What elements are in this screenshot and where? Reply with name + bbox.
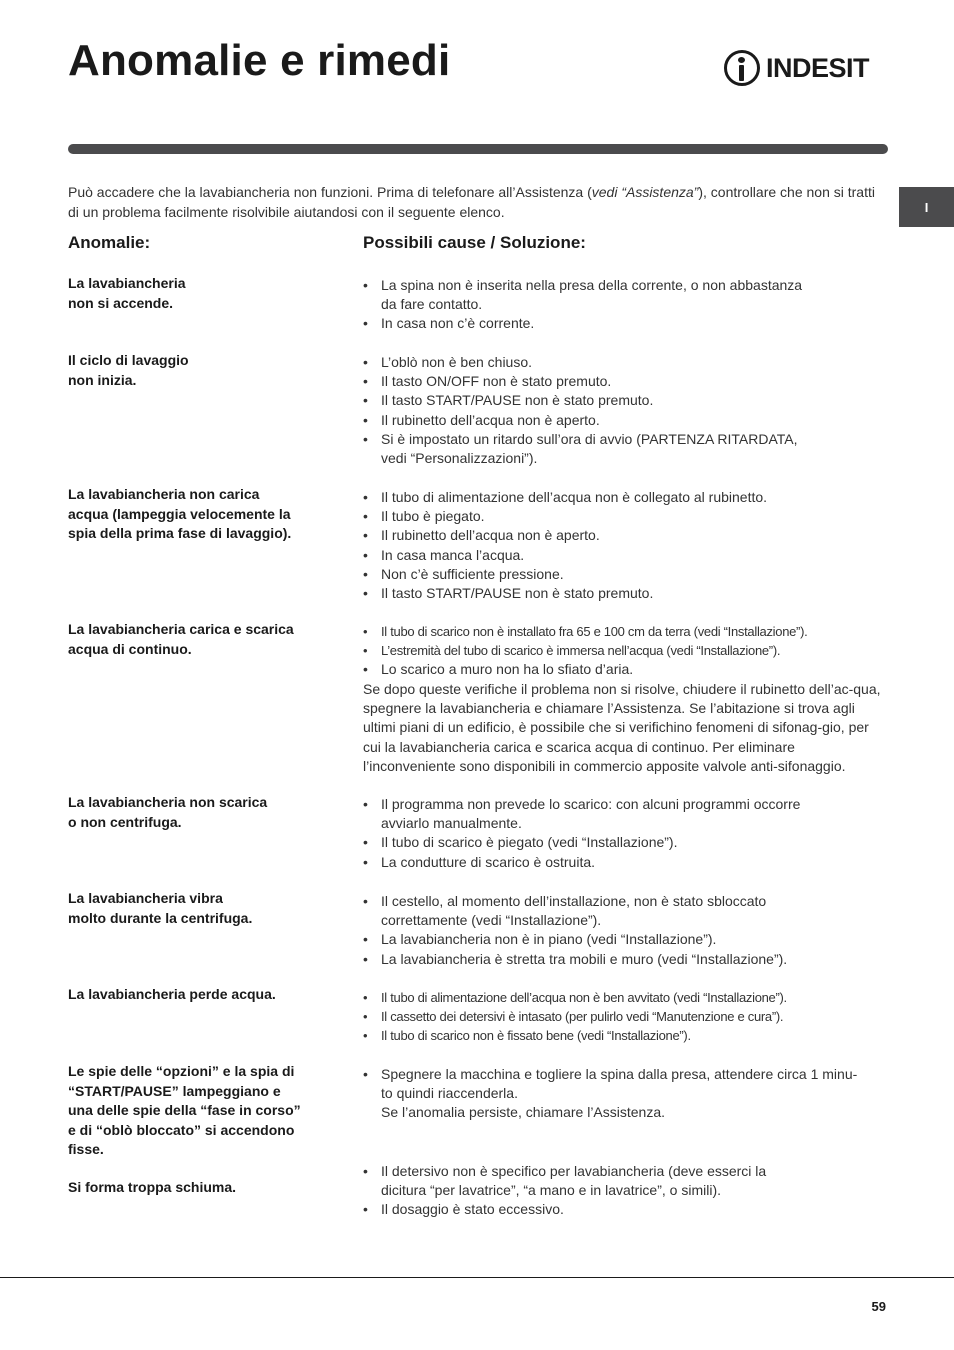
bullet-icon: • (363, 624, 368, 639)
cause-item: • In casa manca l’acqua. (363, 546, 888, 565)
bullet-icon: • (363, 508, 368, 525)
cause-item: • Il tubo di alimentazione dell’acqua non è collegato al rubinetto. (363, 488, 888, 507)
bullet-icon: • (363, 796, 368, 812)
bullet-icon: • (363, 1028, 368, 1044)
cause-item: • Si è impostato un ritardo sull’ora di avvio (PARTENZA RITARDATA, vedi “Personalizzazioni”). (363, 430, 798, 467)
indesit-i-logo-icon (724, 50, 760, 86)
bullet-icon: • (363, 430, 368, 447)
cause-item: • Lo scarico a muro non ha lo sfiato d’aria. (363, 660, 888, 679)
anomaly-label: Le spie delle “opzioni” e la spia di “START/PAUSE” lampeggiano e una delle spie della “fase in corso” e di “oblò bloccato” si accendono fisse. (68, 1063, 301, 1157)
bullet-icon: • (363, 527, 368, 544)
cause-item: • Il tubo di alimentazione dell’acqua non è ben avvitato (vedi “Installazione”). (363, 988, 888, 1007)
footer-rule (0, 1277, 954, 1278)
bullet-icon: • (363, 1163, 368, 1179)
cause-item: • Il tubo è piegato. (363, 507, 888, 526)
bullet-icon: • (363, 834, 368, 851)
cause-item: • Il dosaggio è stato eccessivo. (363, 1200, 888, 1219)
cause-list (363, 795, 888, 872)
bullet-icon: • (363, 585, 368, 602)
intro-reference: vedi “Assistenza” (591, 184, 699, 200)
header-divider-bar (68, 144, 888, 154)
bullet-icon: • (363, 373, 368, 390)
cause-item: • La lavabiancheria non è in piano (vedi “Installazione”). (363, 930, 888, 949)
cause-item: • Il rubinetto dell’acqua non è aperto. (363, 526, 888, 545)
cause-item: • Il tasto ON/OFF non è stato premuto. (363, 372, 888, 391)
cause-item: • Spegnere la macchina e togliere la spina dalla presa, attendere circa 1 minu- to quindi riaccenderla. Se l’anomalia persiste, chiamare l’Assistenza. (363, 1066, 858, 1121)
cause-item: • Il programma non prevede lo scarico: con alcuni programmi occorre avviarlo manualmente. (363, 796, 801, 832)
cause-list (363, 988, 888, 1046)
bullet-icon: • (363, 990, 368, 1005)
brand-wordmark: INDESIT (766, 52, 870, 83)
bullet-icon: • (363, 277, 368, 293)
anomaly-label: Il ciclo di lavaggio non inizia. (68, 352, 189, 388)
bullet-icon: • (363, 853, 368, 870)
cause-item: • La spina non è inserita nella presa della corrente, o non abbastanza da fare contatto. (363, 277, 803, 313)
bullet-icon: • (363, 565, 368, 582)
cause-item: • L’estremità del tubo di scarico è immersa nell’acqua (vedi “Installazione”). (363, 641, 888, 660)
cause-item: • Il rubinetto dell’acqua non è aperto. (363, 411, 888, 430)
anomalies-column-heading: Anomalie: (68, 233, 151, 252)
siphoning-note: Se dopo queste verifiche il problema non si risolve, chiudere il rubinetto dell’ac-qua, spegnere la lavabiancheria e chiamare l’Assistenza. Se l’abitazione si trova agli ultimi piani di un edificio, è possibile che si verifichino fenomeni di sifonag-gio, per cui la lavabiancheria carica e scarica acqua di continuo. Per eliminare l’inconveniente sono disponibili in commercio apposite valvole anti-sifonaggio. (363, 681, 881, 774)
bullet-icon: • (363, 354, 368, 370)
cause-item: • Il tasto START/PAUSE non è stato premuto. (363, 584, 888, 603)
bullet-icon: • (363, 893, 368, 909)
bullet-icon: • (363, 931, 368, 948)
cause-item: • Il tubo di scarico non è installato fra 65 e 100 cm da terra (vedi “Installazione”). (363, 622, 888, 641)
bullet-icon: • (363, 315, 368, 332)
bullet-icon: • (363, 411, 368, 428)
cause-list (363, 892, 888, 969)
cause-item: • Il tubo di scarico non è fissato bene (vedi “Installazione”). (363, 1026, 888, 1045)
cause-item: • Il detersivo non è specifico per lavabiancheria (deve esserci la dicitura “per lavatrice”, “a mano e in lavatrice”, o simili). (363, 1163, 767, 1199)
page-title: Anomalie e rimedi (68, 36, 451, 85)
bullet-icon: • (363, 546, 368, 563)
cause-item: • In casa non c’è corrente. (363, 314, 888, 333)
cause-list (363, 276, 888, 334)
cause-item: • La condutture di scarico è ostruita. (363, 853, 888, 872)
anomaly-label: Si forma troppa schiuma. (68, 1179, 237, 1195)
cause-list (363, 488, 888, 603)
bullet-icon: • (363, 643, 368, 659)
cause-item: • Il cassetto dei detersivi è intasato (per pulirlo vedi “Manutenzione e cura”). (363, 1007, 888, 1026)
indesit-logo (724, 48, 869, 88)
cause-item: • Non c’è sufficiente pressione. (363, 565, 888, 584)
cause-item: • L’oblò non è ben chiuso. (363, 353, 888, 372)
anomaly-label: La lavabiancheria perde acqua. (68, 986, 276, 1002)
cause-list (363, 1065, 888, 1123)
cause-list (363, 353, 888, 468)
bullet-icon: • (363, 1201, 368, 1218)
bullet-icon: • (363, 1009, 368, 1025)
language-tab: I (899, 187, 954, 227)
bullet-icon: • (363, 1066, 368, 1082)
anomaly-label: La lavabiancheria non scarica o non centrifuga. (68, 794, 268, 830)
cause-item: • La lavabiancheria è stretta tra mobili e muro (vedi “Installazione”). (363, 950, 888, 969)
cause-item: • Il tubo di scarico è piegato (vedi “Installazione”). (363, 833, 888, 852)
intro-text-after: ), controllare che non si tratti di un problema facilmente risolvibile aiutandosi con il seguente elenco. (68, 184, 875, 220)
anomaly-label: La lavabiancheria non carica acqua (lampeggia velocemente la spia della prima fase di lavaggio). (68, 486, 292, 541)
anomaly-label: La lavabiancheria carica e scarica acqua di continuo. (68, 621, 294, 657)
intro-text-before: Può accadere che la lavabiancheria non funzioni. Prima di telefonare all’Assistenza ( (68, 184, 592, 200)
anomaly-label: La lavabiancheria vibra molto durante la centrifuga. (68, 890, 253, 926)
cause-item: • Il tasto START/PAUSE non è stato premuto. (363, 391, 888, 410)
cause-item: • Il cestello, al momento dell’installazione, non è stato sbloccato correttamente (vedi “Installazione”). (363, 893, 767, 929)
intro-paragraph (68, 183, 888, 222)
bullet-icon: • (363, 489, 368, 505)
anomaly-label: La lavabiancheria non si accende. (68, 275, 186, 311)
bullet-icon: • (363, 950, 368, 967)
cause-list (363, 1162, 888, 1220)
causes-column-heading: Possibili cause / Soluzione: (363, 233, 586, 252)
cause-list (363, 622, 888, 680)
bullet-icon: • (363, 392, 368, 409)
bullet-icon: • (363, 661, 368, 678)
page-number: 59 (871, 1299, 886, 1314)
